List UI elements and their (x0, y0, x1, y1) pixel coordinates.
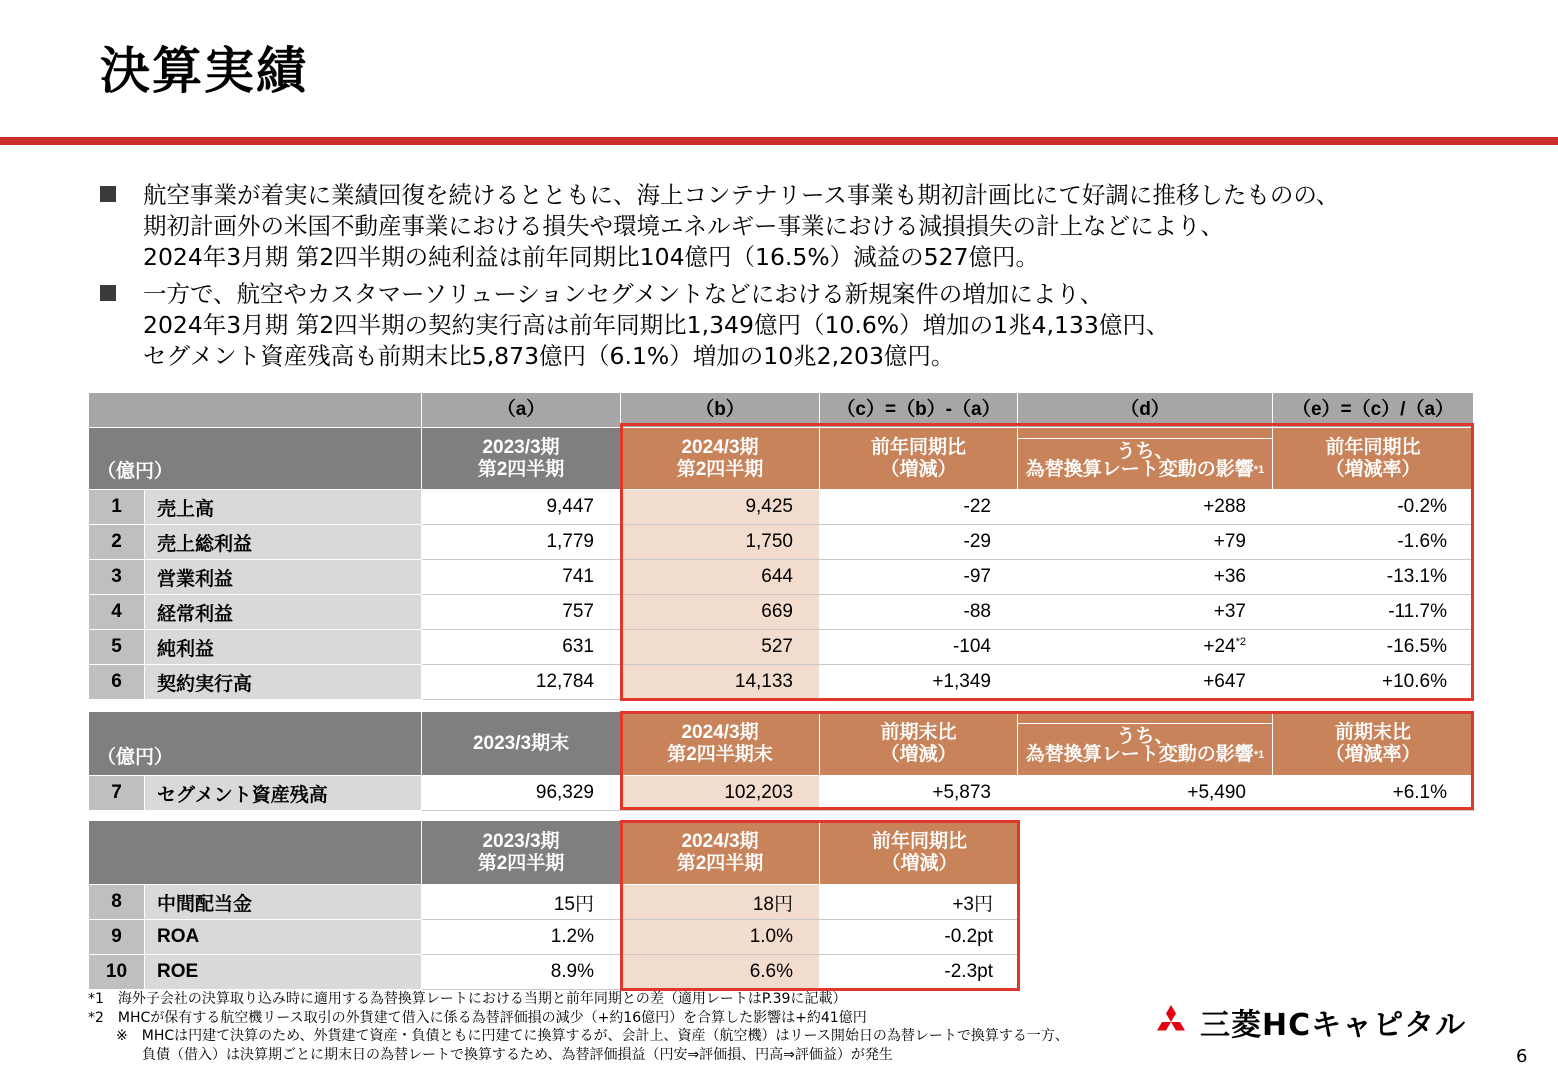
table-row (89, 920, 1020, 955)
bullet-line: 一方で、航空やカスタマーソリューションセグメントなどにおける新規案件の増加により、 (143, 280, 1104, 308)
table-row (89, 595, 1474, 630)
row-label: 売上総利益 (145, 525, 422, 560)
header-blank (89, 393, 422, 428)
bullet-line: 期初計画外の米国不動産事業における損失や環境エネルギー事業における減損損失の計上などにより、 (143, 212, 1224, 240)
row-number: 1 (89, 490, 145, 525)
value-b: 18円 (621, 885, 820, 920)
col-header-b: 2024/3期 第2四半期末 (621, 712, 820, 776)
value-d: +36 (1018, 560, 1273, 595)
assets-table (88, 711, 1474, 811)
value-c: -29 (820, 525, 1018, 560)
table-row (89, 525, 1474, 560)
square-bullet-icon (100, 285, 116, 301)
value-a: 631 (422, 630, 621, 665)
value-b: 1,750 (621, 525, 820, 560)
table-row (89, 490, 1474, 525)
value-a: 1,779 (422, 525, 621, 560)
col-header-b: 2024/3期 第2四半期 (621, 821, 820, 885)
value-d: +37 (1018, 595, 1273, 630)
value-c: +3円 (820, 885, 1020, 920)
value-a: 96,329 (422, 776, 621, 811)
value-e: +6.1% (1273, 776, 1474, 811)
footnote: *2 MHCが保有する航空機リース取引の外貨建て借入に係る為替評価損の減少（+約16億円）を合算した影響は+約41億円 (88, 1009, 867, 1026)
bullet-line: 2024年3月期 第2四半期の純利益は前年同期比104億円（16.5%）減益の527億円。 (143, 243, 1040, 271)
bullet-line: 2024年3月期 第2四半期の契約実行高は前年同期比1,349億円（10.6%）増加の1兆4,133億円、 (143, 311, 1170, 339)
row-label: 契約実行高 (145, 665, 422, 700)
square-bullet-icon (100, 186, 116, 202)
table-row (89, 885, 1020, 920)
value-a: 12,784 (422, 665, 621, 700)
value-e: -1.6% (1273, 525, 1474, 560)
value-e: -11.7% (1273, 595, 1474, 630)
unit-label: （億円） (89, 712, 422, 776)
logo-text: 三菱HCキャピタル (1200, 1008, 1467, 1043)
col-header-a: 2023/3期 第2四半期 (422, 428, 621, 490)
value-a: 741 (422, 560, 621, 595)
row-label: 売上高 (145, 490, 422, 525)
value-e: +10.6% (1273, 665, 1474, 700)
table-row (89, 955, 1020, 990)
row-number: 9 (89, 920, 145, 955)
bullet-line: セグメント資産残高も前期末比5,873億円（6.1%）増加の10兆2,203億円。 (143, 342, 955, 370)
col-header-a: 2023/3期末 (422, 712, 621, 776)
col-letter-e: （e）=（c）/（a） (1273, 393, 1474, 428)
company-logo (1152, 1002, 1466, 1042)
table-row (89, 560, 1474, 595)
col-header-d: うち、 為替換算レート変動の影響$^{*1}$ (1018, 428, 1273, 490)
value-c: -22 (820, 490, 1018, 525)
value-a: 1.2% (422, 920, 621, 955)
value-b: 1.0% (621, 920, 820, 955)
footnotes (88, 990, 1069, 1064)
bullet-item (100, 279, 1520, 372)
summary-bullets (100, 180, 1520, 378)
value-d: +79 (1018, 525, 1273, 560)
value-c: -0.2pt (820, 920, 1020, 955)
value-c: -104 (820, 630, 1018, 665)
row-label: 営業利益 (145, 560, 422, 595)
value-b: 669 (621, 595, 820, 630)
page-title: 決算実績 (100, 42, 308, 100)
col-header-c: 前年同期比 （増減） (820, 821, 1020, 885)
col-header-e: 前期末比 （増減率） (1273, 712, 1474, 776)
footnote: 負債（借入）は決算期ごとに期末日の為替レートで換算するため、為替評価損益（円安⇒評価損、円高⇒評価益）が発生 (142, 1046, 893, 1063)
row-label: ROE (145, 955, 422, 990)
row-label: セグメント資産残高 (145, 776, 422, 811)
value-c: +1,349 (820, 665, 1018, 700)
value-b: 6.6% (621, 955, 820, 990)
row-label: 純利益 (145, 630, 422, 665)
value-e: -0.2% (1273, 490, 1474, 525)
value-a: 15円 (422, 885, 621, 920)
table-row (89, 665, 1474, 700)
value-c: -88 (820, 595, 1018, 630)
value-a: 8.9% (422, 955, 621, 990)
header-blank (89, 821, 422, 885)
table-row (89, 776, 1474, 811)
col-header-a: 2023/3期 第2四半期 (422, 821, 621, 885)
row-label: ROA (145, 920, 422, 955)
value-d: +5,490 (1018, 776, 1273, 811)
value-e: -16.5% (1273, 630, 1474, 665)
col-header-c: 前年同期比 （増減） (820, 428, 1018, 490)
bullet-item (100, 180, 1520, 273)
footnote: *1 海外子会社の決算取り込み時に適用する為替換算レートにおける当期と前年同期との差（適用レートはP.39に記載） (88, 991, 847, 1007)
value-c: -97 (820, 560, 1018, 595)
title-divider (0, 137, 1558, 145)
row-number: 7 (89, 776, 145, 811)
value-b: 9,425 (621, 490, 820, 525)
dividend-table (88, 820, 1020, 990)
value-b: 527 (621, 630, 820, 665)
row-number: 2 (89, 525, 145, 560)
value-d: $+24^{*2}$ (1018, 630, 1273, 665)
value-c: +5,873 (820, 776, 1018, 811)
value-c: -2.3pt (820, 955, 1020, 990)
col-header-b: 2024/3期 第2四半期 (621, 428, 820, 490)
value-e: -13.1% (1273, 560, 1474, 595)
col-letter-d: （d） (1018, 393, 1273, 428)
page-number: 6 (1516, 1046, 1528, 1067)
bullet-line: 航空事業が着実に業績回復を続けるとともに、海上コンテナリース事業も期初計画比にて好調に推移したものの、 (143, 181, 1340, 209)
col-header-e: 前年同期比 （増減率） (1273, 428, 1474, 490)
value-a: 757 (422, 595, 621, 630)
unit-label: （億円） (89, 428, 422, 490)
value-a: 9,447 (422, 490, 621, 525)
value-d: +288 (1018, 490, 1273, 525)
results-table (88, 392, 1474, 700)
value-b: 14,133 (621, 665, 820, 700)
col-header-c: 前期末比 （増減） (820, 712, 1018, 776)
value-d: +647 (1018, 665, 1273, 700)
row-number: 4 (89, 595, 145, 630)
row-label: 経常利益 (145, 595, 422, 630)
row-number: 6 (89, 665, 145, 700)
table-row (89, 630, 1474, 665)
col-header-d: うち、 為替換算レート変動の影響$^{*1}$ (1018, 712, 1273, 776)
three-diamonds-icon (1152, 1005, 1190, 1039)
row-number: 5 (89, 630, 145, 665)
footnote: ※ MHCは円建て決算のため、外貨建て資産・負債ともに円建てに換算するが、会計上、資産（航空機）はリース開始日の為替レートで換算する一方、 (116, 1028, 1069, 1044)
value-b: 644 (621, 560, 820, 595)
value-b: 102,203 (621, 776, 820, 811)
row-label: 中間配当金 (145, 885, 422, 920)
col-letter-a: （a） (422, 393, 621, 428)
row-number: 3 (89, 560, 145, 595)
row-number: 10 (89, 955, 145, 990)
row-number: 8 (89, 885, 145, 920)
col-letter-c: （c）=（b）-（a） (820, 393, 1018, 428)
col-letter-b: （b） (621, 393, 820, 428)
